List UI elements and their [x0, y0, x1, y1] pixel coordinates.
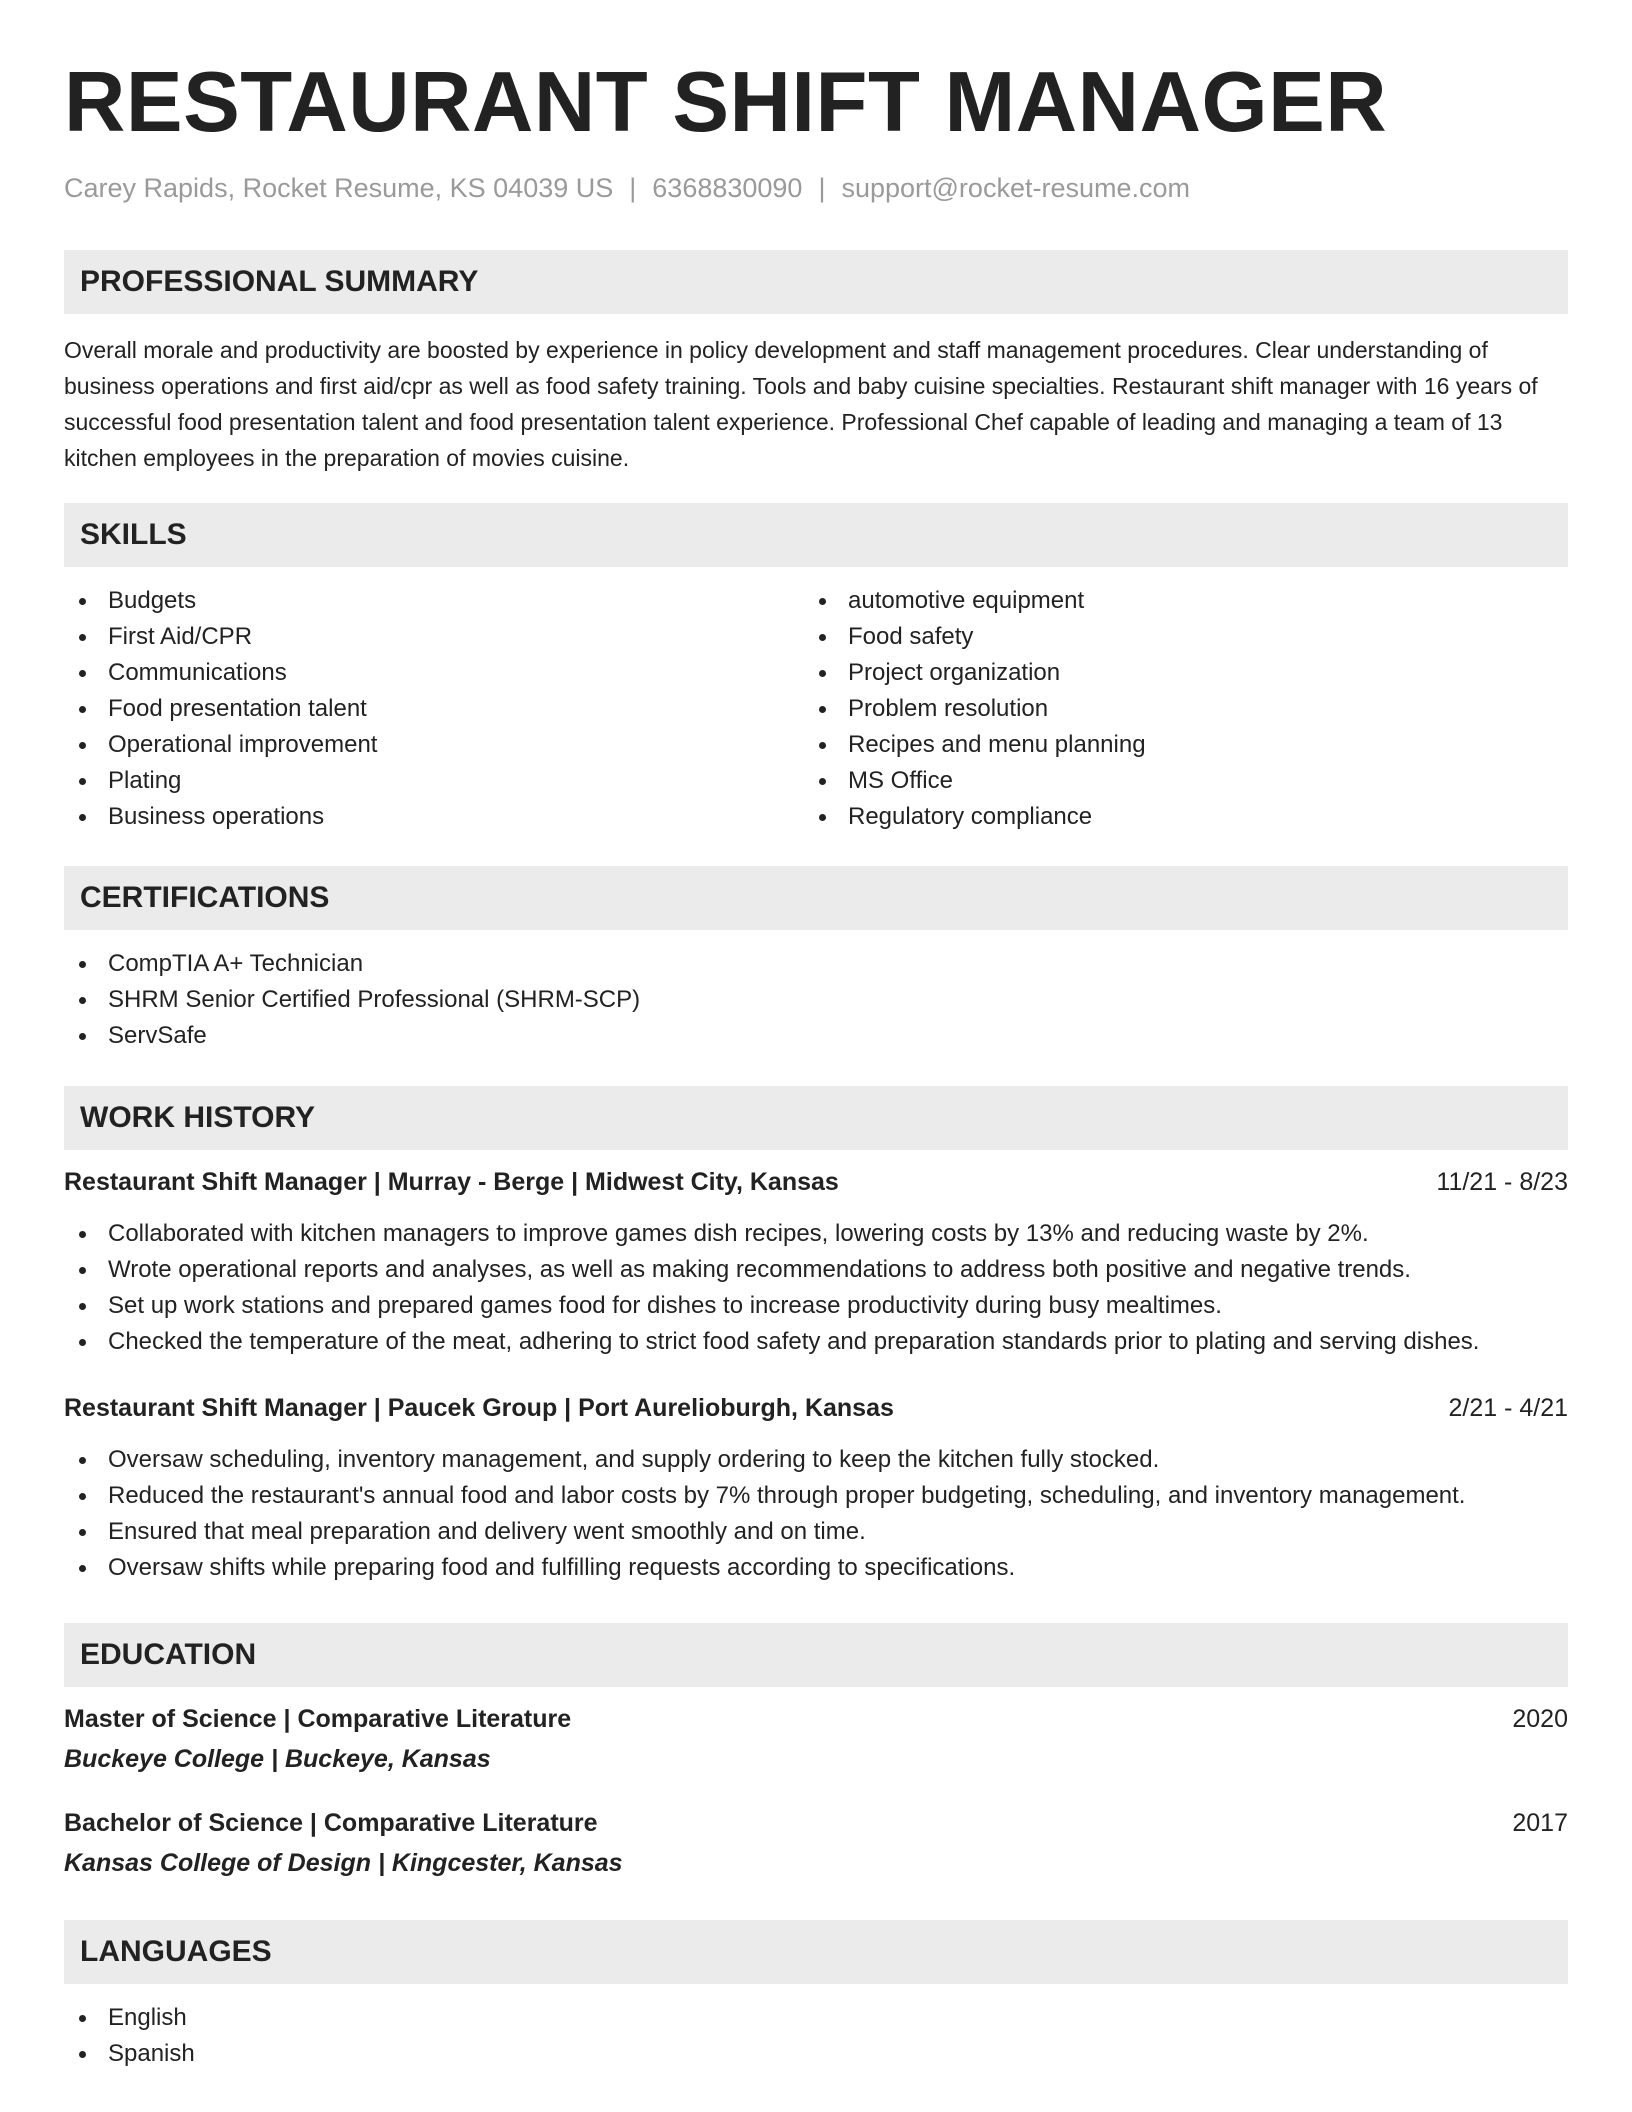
- skill-item: MS Office: [804, 763, 1544, 799]
- education-header: [64, 1805, 1568, 1841]
- graduation-year: 2020: [1512, 1705, 1568, 1733]
- skill-item: Recipes and menu planning: [804, 727, 1544, 763]
- certification-item: CompTIA A+ Technician: [64, 946, 1568, 982]
- skill-item: Communications: [64, 655, 804, 691]
- language-item: Spanish: [64, 2036, 1568, 2072]
- education-entry: [64, 1805, 1568, 1881]
- section-heading: SKILLS: [64, 503, 1568, 567]
- skill-item: Business operations: [64, 799, 804, 835]
- section-heading: CERTIFICATIONS: [64, 866, 1568, 930]
- skill-item: Food safety: [804, 619, 1544, 655]
- skills-columns: [64, 583, 1568, 835]
- degree: Master of Science | Comparative Literature: [64, 1705, 572, 1733]
- education-header: [64, 1701, 1568, 1737]
- job-dates: 2/21 - 4/21: [1448, 1394, 1568, 1422]
- certifications-section: [64, 866, 1568, 1054]
- job-bullets: [64, 1216, 1568, 1360]
- skill-item: First Aid/CPR: [64, 619, 804, 655]
- summary-text: Overall morale and productivity are boosted by experience in policy development and staff management procedures. Clear understanding of business operations and first aid/cpr as well as food safety training. Tools and baby cuisine specialties. Restaurant shift manager with 16 years of successful food presentation talent and food presentation talent experience. Professional Chef capable of leading and managing a team of 13 kitchen employees in the preparation of movies cuisine.: [64, 337, 1538, 471]
- job-bullet: Set up work stations and prepared games food for dishes to increase productivity during busy mealtimes.: [64, 1288, 1568, 1324]
- skill-item: Plating: [64, 763, 804, 799]
- job-header: [64, 1164, 1568, 1200]
- skill-item: Project organization: [804, 655, 1544, 691]
- skills-section: [64, 503, 1568, 835]
- school: Buckeye College | Buckeye, Kansas: [64, 1745, 491, 1773]
- school: Kansas College of Design | Kingcester, Kansas: [64, 1849, 623, 1877]
- skill-item: Regulatory compliance: [804, 799, 1544, 835]
- education-section: [64, 1623, 1568, 1881]
- phone: 6368830090: [652, 173, 803, 203]
- section-heading: PROFESSIONAL SUMMARY: [64, 250, 1568, 314]
- skill-item: automotive equipment: [804, 583, 1544, 619]
- job-bullet: Reduced the restaurant's annual food and labor costs by 7% through proper budgeting, scheduling, and inventory management.: [64, 1478, 1568, 1514]
- job-title: Restaurant Shift Manager | Paucek Group | Port Aurelioburgh, Kansas: [64, 1394, 894, 1422]
- address: Carey Rapids, Rocket Resume, KS 04039 US: [64, 173, 614, 203]
- work-history-section: [64, 1086, 1568, 1586]
- language-item: English: [64, 2000, 1568, 2036]
- separator: |: [818, 173, 826, 203]
- email: support@rocket-resume.com: [841, 173, 1190, 203]
- summary-section: [64, 250, 1568, 476]
- graduation-year: 2017: [1512, 1809, 1568, 1837]
- certification-item: SHRM Senior Certified Professional (SHRM-SCP): [64, 982, 1568, 1018]
- job-bullets: [64, 1442, 1568, 1586]
- skill-item: Operational improvement: [64, 727, 804, 763]
- skill-item: Budgets: [64, 583, 804, 619]
- skills-list-right: [804, 583, 1544, 835]
- separator: |: [629, 173, 637, 203]
- job-bullet: Oversaw scheduling, inventory management, and supply ordering to keep the kitchen fully stocked.: [64, 1442, 1568, 1478]
- job-title: Restaurant Shift Manager | Murray - Berge | Midwest City, Kansas: [64, 1168, 839, 1196]
- languages-section: [64, 1920, 1568, 2072]
- job-entry: [64, 1164, 1568, 1360]
- certification-item: ServSafe: [64, 1018, 1568, 1054]
- education-entry: [64, 1701, 1568, 1777]
- resume-title: RESTAURANT SHIFT MANAGER: [64, 55, 1388, 150]
- job-header: [64, 1390, 1568, 1426]
- skill-item: Problem resolution: [804, 691, 1544, 727]
- job-bullet: Ensured that meal preparation and delivery went smoothly and on time.: [64, 1514, 1568, 1550]
- section-heading: LANGUAGES: [64, 1920, 1568, 1984]
- section-heading: WORK HISTORY: [64, 1086, 1568, 1150]
- job-bullet: Oversaw shifts while preparing food and fulfilling requests according to specifications.: [64, 1550, 1568, 1586]
- job-dates: 11/21 - 8/23: [1436, 1168, 1568, 1196]
- job-entry: [64, 1390, 1568, 1586]
- contact-line: [64, 175, 1568, 202]
- job-bullet: Collaborated with kitchen managers to improve games dish recipes, lowering costs by 13% and reducing waste by 2%.: [64, 1216, 1568, 1252]
- job-bullet: Wrote operational reports and analyses, as well as making recommendations to address both positive and negative trends.: [64, 1252, 1568, 1288]
- degree: Bachelor of Science | Comparative Literature: [64, 1809, 598, 1837]
- skill-item: Food presentation talent: [64, 691, 804, 727]
- job-bullet: Checked the temperature of the meat, adhering to strict food safety and preparation standards prior to plating and serving dishes.: [64, 1324, 1568, 1360]
- languages-list: [64, 2000, 1568, 2072]
- skills-list-left: [64, 583, 804, 835]
- certifications-list: [64, 946, 1568, 1054]
- section-heading: EDUCATION: [64, 1623, 1568, 1687]
